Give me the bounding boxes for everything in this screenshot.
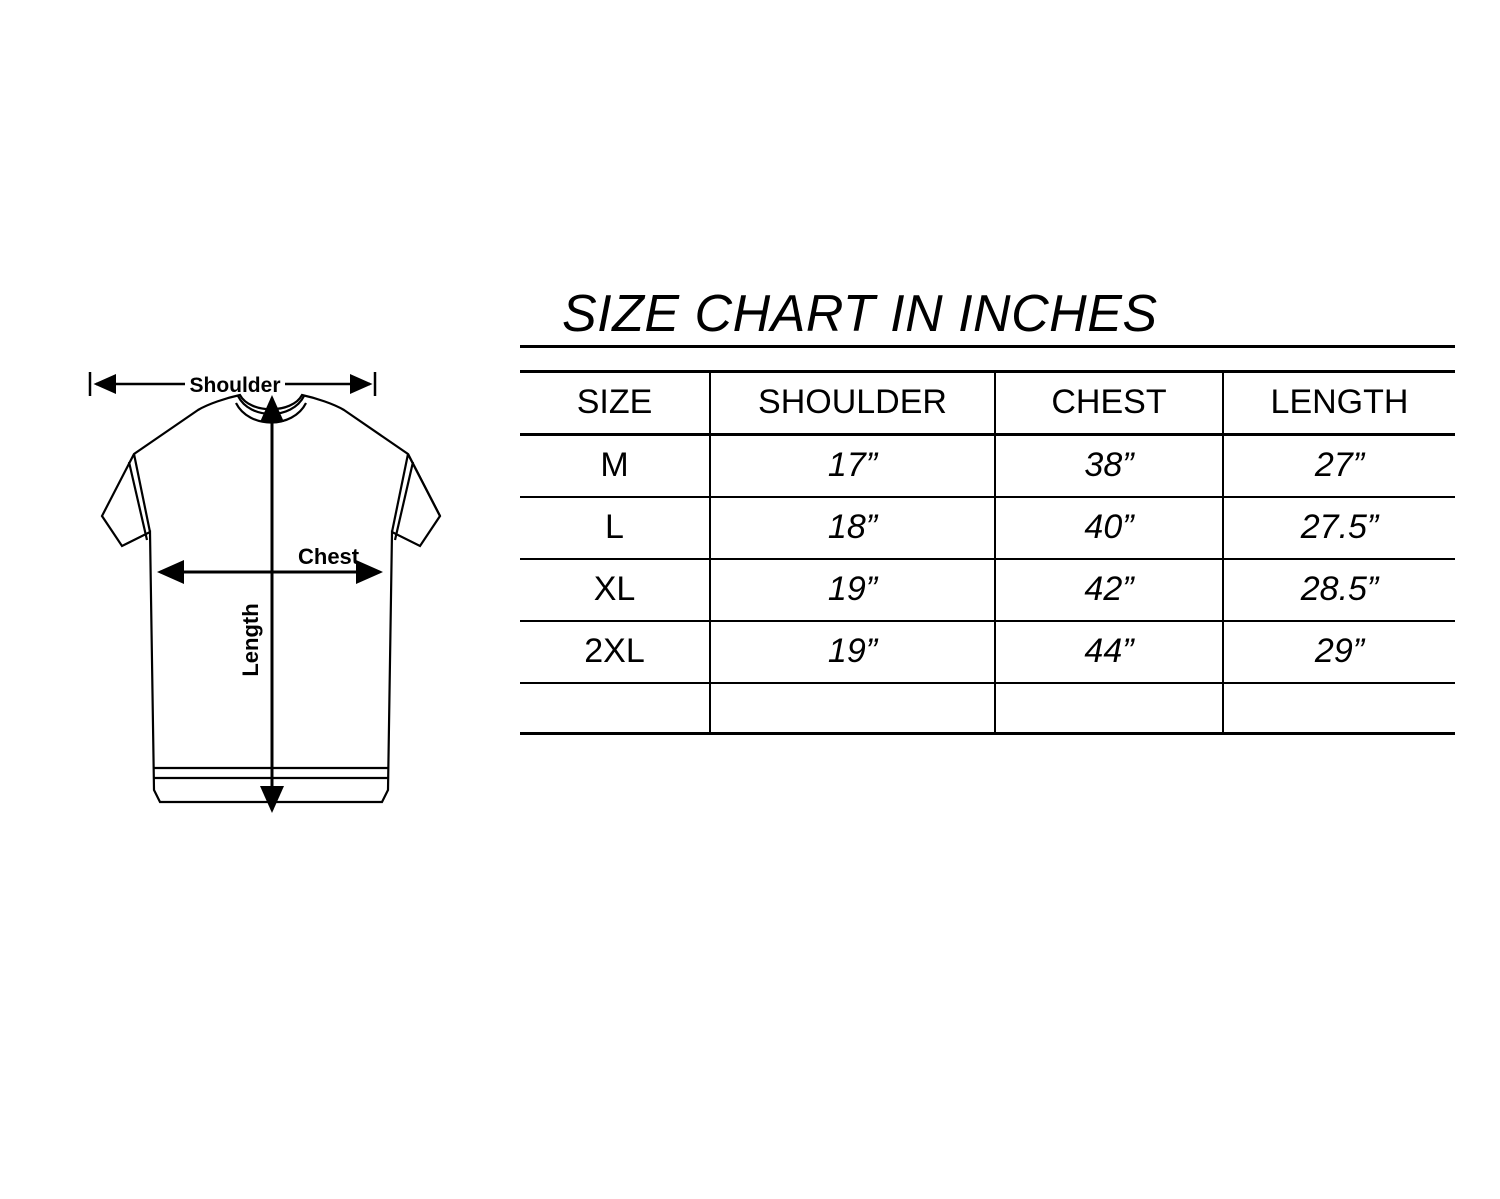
cell-empty bbox=[520, 683, 710, 734]
column-header-chest: CHEST bbox=[995, 371, 1223, 434]
cell-shoulder: 18” bbox=[710, 497, 995, 559]
table-header-row bbox=[520, 371, 1455, 434]
cell-chest: 40” bbox=[995, 497, 1223, 559]
table-top-rule bbox=[520, 345, 1455, 348]
cell-empty bbox=[710, 683, 995, 734]
table-row bbox=[520, 559, 1455, 621]
cell-empty bbox=[1223, 683, 1455, 734]
cell-empty bbox=[995, 683, 1223, 734]
cell-shoulder: 19” bbox=[710, 559, 995, 621]
size-chart-table bbox=[520, 370, 1455, 735]
cell-length: 27” bbox=[1223, 434, 1455, 497]
tshirt-measurement-diagram bbox=[40, 350, 500, 850]
cell-length: 27.5” bbox=[1223, 497, 1455, 559]
cell-chest: 42” bbox=[995, 559, 1223, 621]
table-row bbox=[520, 497, 1455, 559]
cell-size: L bbox=[520, 497, 710, 559]
cell-size: XL bbox=[520, 559, 710, 621]
cell-length: 28.5” bbox=[1223, 559, 1455, 621]
chest-dimension-label: Chest bbox=[298, 544, 360, 569]
shoulder-dimension-label: Shoulder bbox=[189, 374, 281, 397]
cell-shoulder: 17” bbox=[710, 434, 995, 497]
column-header-size: SIZE bbox=[520, 371, 710, 434]
column-header-length: LENGTH bbox=[1223, 371, 1455, 434]
table-row bbox=[520, 434, 1455, 497]
length-dimension-label: Length bbox=[238, 603, 263, 677]
chart-title: SIZE CHART IN INCHES bbox=[562, 285, 1158, 343]
size-chart-panel bbox=[520, 285, 1460, 735]
cell-size: 2XL bbox=[520, 621, 710, 683]
table-footer-row bbox=[520, 683, 1455, 734]
column-header-shoulder: SHOULDER bbox=[710, 371, 995, 434]
cell-size: M bbox=[520, 434, 710, 497]
cell-shoulder: 19” bbox=[710, 621, 995, 683]
cell-chest: 38” bbox=[995, 434, 1223, 497]
cell-chest: 44” bbox=[995, 621, 1223, 683]
table-row bbox=[520, 621, 1455, 683]
cell-length: 29” bbox=[1223, 621, 1455, 683]
